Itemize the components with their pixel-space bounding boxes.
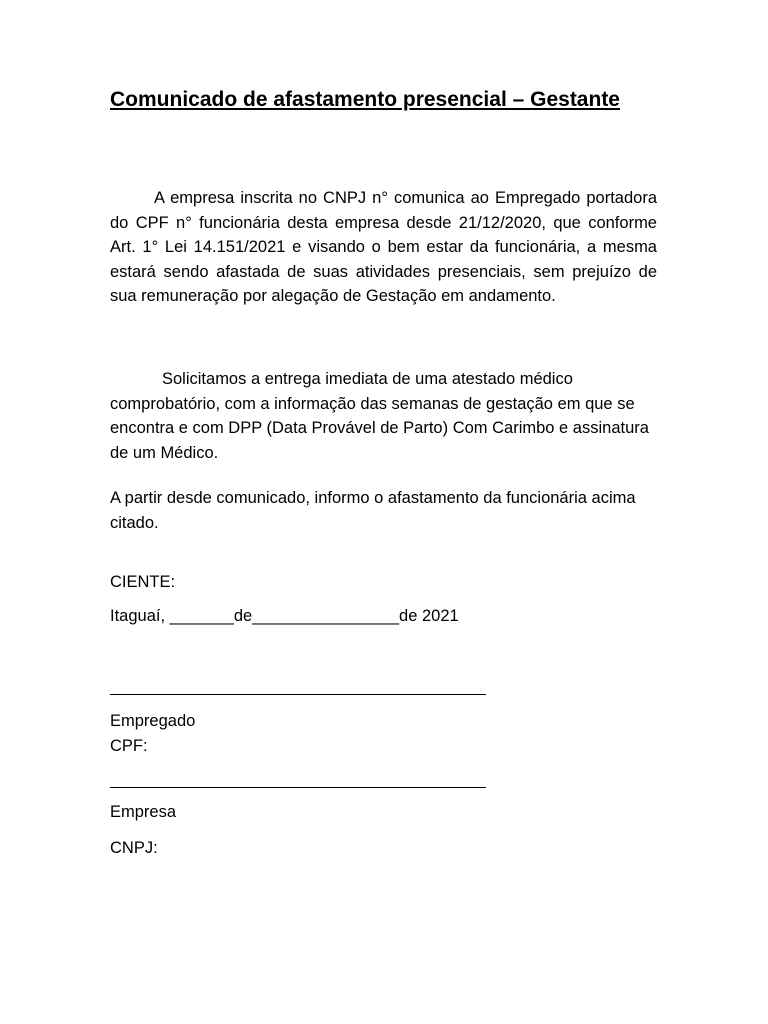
cpf-label: CPF:: [110, 737, 148, 755]
document-title: Comunicado de afastamento presencial – Gestante: [110, 88, 620, 111]
paragraph-notice: A empresa inscrita no CNPJ n° comunica ao Empregado portadora do CPF n° funcionária desta empresa desde 21/12/2020, que conforme Art. 1° Lei 14.151/2021 e visando o bem estar da funcionária, a mesma estará sendo afastada de suas atividades presenciais, sem prejuízo de sua remuneração por alegação de Gestação em andamento.: [110, 189, 657, 305]
place-date-line: Itaguaí, _______de________________de 2021: [110, 607, 459, 625]
employee-signature-line: [110, 694, 486, 695]
company-signature-line: [110, 787, 486, 788]
ciente-label: CIENTE:: [110, 573, 176, 591]
paragraph-request: Solicitamos a entrega imediata de uma atestado médico comprobatório, com a informação das semanas de gestação em que se encontra e com DPP (Data Provável de Parto) Com Carimbo e assinatura de um Médico.: [110, 370, 649, 462]
paragraph-conclusion: A partir desde comunicado, informo o afastamento da funcionária acima citado.: [110, 489, 636, 532]
employee-label: Empregado: [110, 712, 196, 730]
cnpj-label: CNPJ:: [110, 839, 158, 857]
company-label: Empresa: [110, 803, 177, 821]
